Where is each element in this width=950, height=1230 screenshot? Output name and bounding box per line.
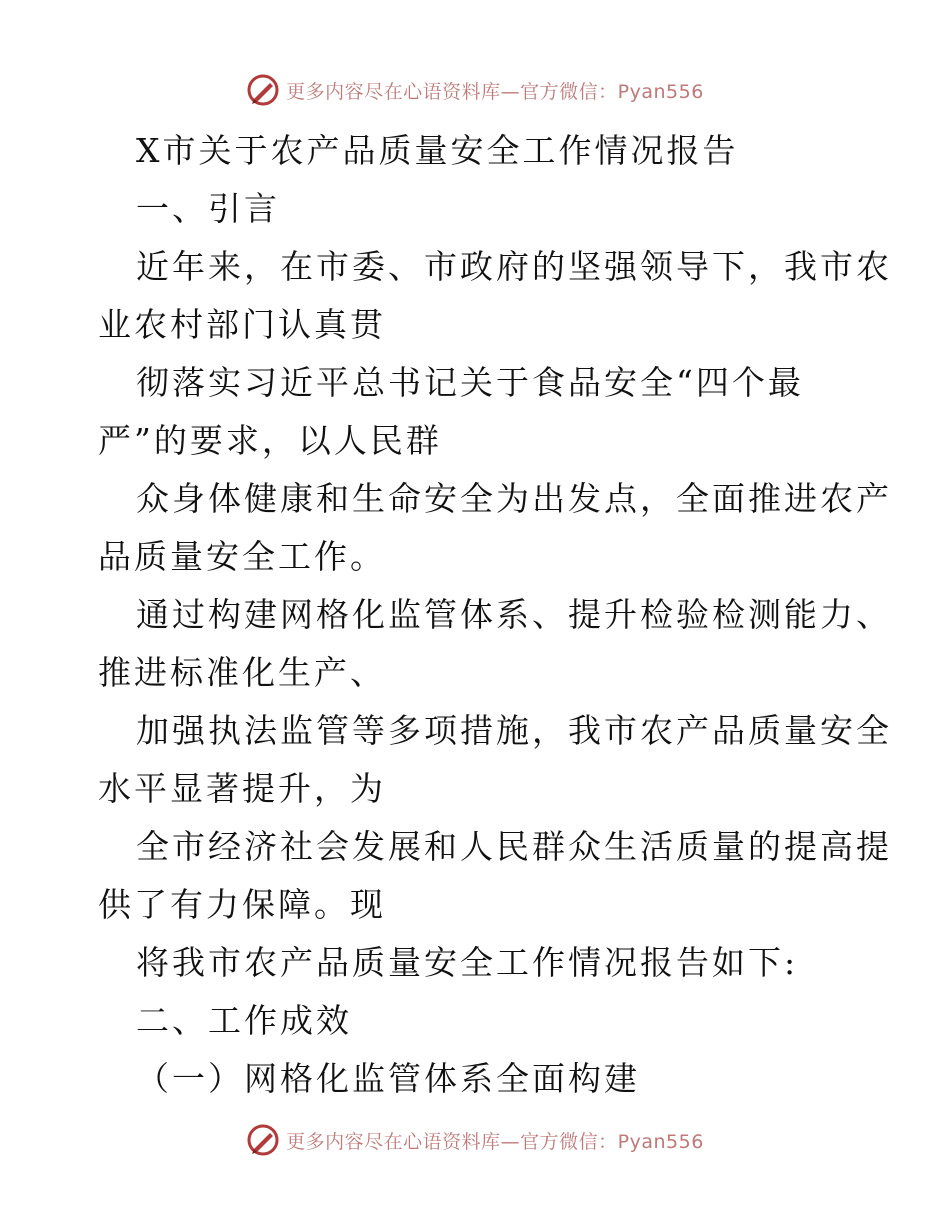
text-line: 全市经济社会发展和人民群众生活质量的提高提: [136, 827, 892, 866]
watermark-group: [246, 1123, 704, 1157]
text-line: 供了有力保障。现: [98, 885, 386, 924]
pen-logo-icon: [246, 1123, 280, 1157]
watermark-text: 更多内容尽在心语资料库—官方微信：Pyan556: [286, 80, 704, 103]
pen-logo-icon: [246, 73, 280, 107]
footer-watermark: [0, 1120, 950, 1160]
text-line: 品质量安全工作。: [98, 537, 386, 576]
document-body: [98, 122, 892, 1108]
watermark-group: [246, 73, 704, 107]
text-line: （一）网格化监管体系全面构建: [136, 1059, 640, 1098]
text-line: 众身体健康和生命安全为出发点，全面推进农产: [136, 479, 892, 518]
text-line: 将我市农产品质量安全工作情况报告如下:: [136, 943, 799, 982]
text-line: 通过构建网格化监管体系、提升检验检测能力、: [136, 595, 892, 634]
text-line: 推进标准化生产、: [98, 653, 386, 692]
text-line: 二、工作成效: [136, 1001, 352, 1040]
text-line: 加强执法监管等多项措施，我市农产品质量安全: [136, 711, 892, 750]
text-line: 一、引言: [136, 189, 280, 228]
text-line: 近年来，在市委、市政府的坚强领导下，我市农: [136, 247, 892, 286]
text-line: 水平显著提升，为: [98, 769, 386, 808]
watermark-text: 更多内容尽在心语资料库—官方微信：Pyan556: [286, 1130, 704, 1153]
text-line: 业农村部门认真贯: [98, 305, 386, 344]
text-line: X市关于农产品质量安全工作情况报告: [136, 131, 739, 170]
text-line: 严”的要求，以人民群: [98, 421, 442, 460]
header-watermark: [0, 70, 950, 110]
text-line: 彻落实习近平总书记关于食品安全“四个最: [136, 363, 804, 402]
